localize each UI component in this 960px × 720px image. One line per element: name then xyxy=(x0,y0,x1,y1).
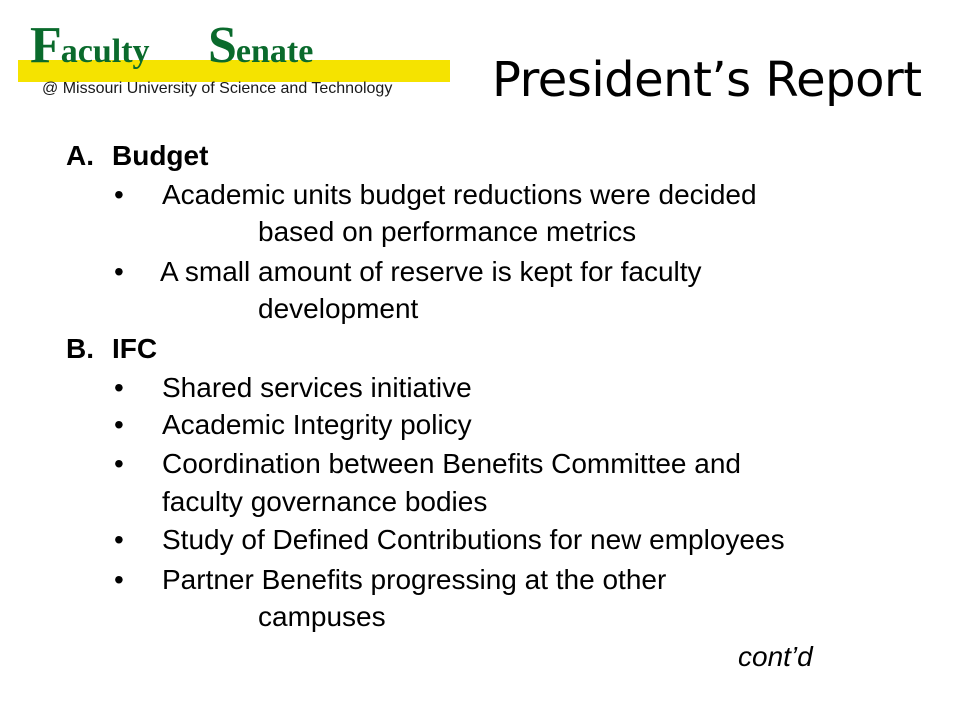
bullet-icon: • xyxy=(114,448,124,479)
logo-subtitle: @ Missouri University of Science and Technology xyxy=(42,80,393,97)
bullet-icon: • xyxy=(114,372,124,403)
bullet-icon: • xyxy=(114,564,124,595)
list-item-text: Academic Integrity policy xyxy=(162,409,472,440)
list-item-text: Study of Defined Contributions for new employees xyxy=(162,524,785,555)
logo-word-faculty: Faculty xyxy=(30,17,150,74)
list-item-text-continued: development xyxy=(258,293,419,324)
list-item-text: Partner Benefits progressing at the other xyxy=(162,564,667,595)
list-item-text: A small amount of reserve is kept for faculty xyxy=(160,256,702,287)
section-title: IFC xyxy=(112,333,158,364)
slide-title: President’s Report xyxy=(492,52,922,108)
section-letter: B. xyxy=(66,333,94,364)
list-item-text-continued: campuses xyxy=(258,601,386,632)
section-title: Budget xyxy=(112,140,209,171)
bullet-icon: • xyxy=(114,409,124,440)
continued-label: cont’d xyxy=(738,641,813,672)
section-heading-budget xyxy=(66,142,208,170)
list-item-text-continued: based on performance metrics xyxy=(258,216,637,247)
logo-word-senate: Senate xyxy=(208,17,314,74)
list-item-text: Shared services initiative xyxy=(162,372,472,403)
bullet-icon: • xyxy=(114,524,124,555)
list-item-text: Academic units budget reductions were decided xyxy=(162,179,757,210)
section-heading-ifc xyxy=(66,335,157,363)
list-item-text-continued: faculty governance bodies xyxy=(162,486,488,517)
list-item-text: Coordination between Benefits Committee and xyxy=(162,448,742,479)
bullet-icon: • xyxy=(114,179,124,210)
bullet-icon: • xyxy=(114,256,124,287)
section-letter: A. xyxy=(66,140,94,171)
